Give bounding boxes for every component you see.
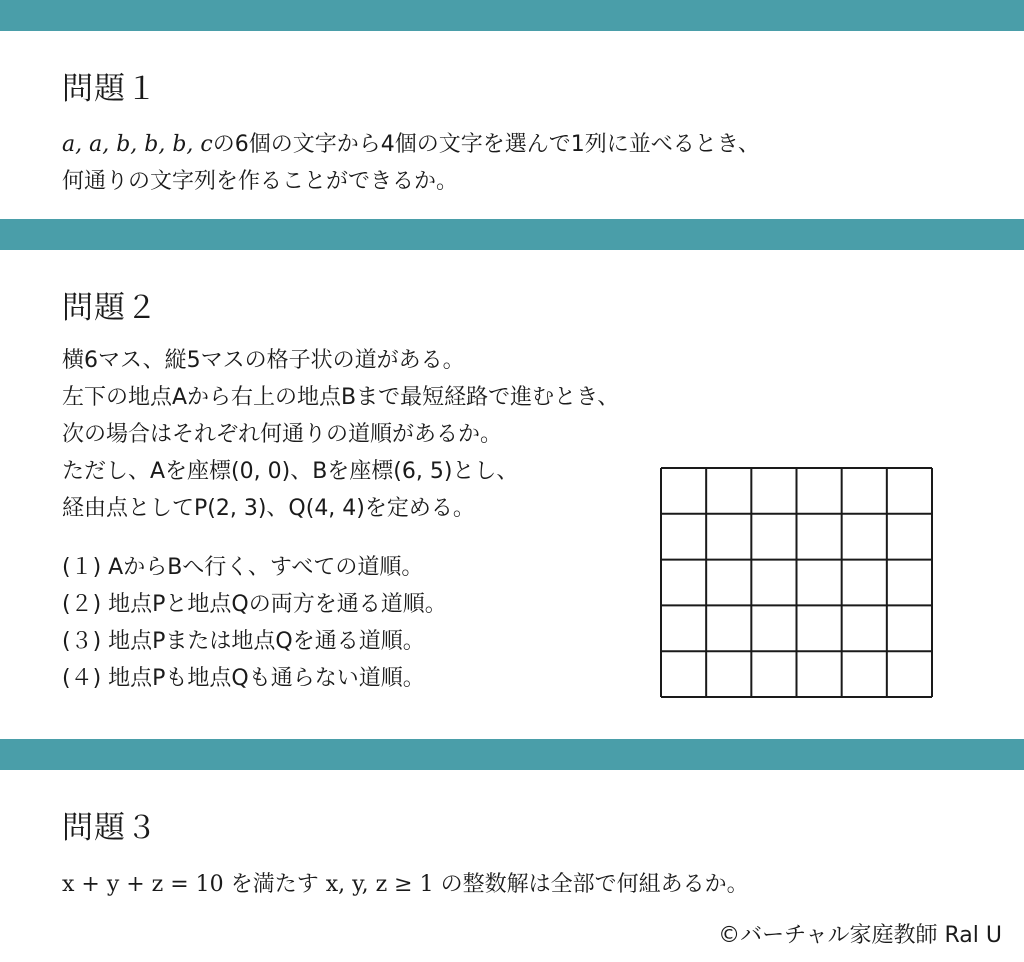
problem1-line1	[62, 126, 760, 163]
problem3-vars: x, y, z ≥ 1	[325, 872, 434, 897]
problem3-line	[62, 866, 749, 903]
problem3-title: 問題３	[62, 810, 158, 846]
problem2-item: (３) 地点Pまたは地点Qを通る道順。	[62, 629, 425, 654]
problem2-title: 問題２	[62, 290, 158, 326]
problem3-equation: x + y + z = 10	[62, 872, 224, 897]
lattice-grid-svg	[660, 467, 934, 699]
problem1-title: 問題１	[62, 71, 158, 107]
problem2-item: (２) 地点Pと地点Qの両方を通る道順。	[62, 592, 447, 617]
problem3-text1: を満たす	[230, 872, 319, 897]
problem2-line: 横6マス、縦5マスの格子状の道がある。	[62, 348, 465, 373]
problem1-line2: 何通りの文字列を作ることができるか。	[62, 169, 459, 194]
problem3-text2: の整数解は全部で何組あるか。	[440, 872, 749, 897]
header-band-2	[0, 219, 1024, 250]
lattice-grid	[660, 467, 934, 703]
header-band-1	[0, 0, 1024, 31]
spacer	[62, 527, 619, 549]
problem2-item: (１) AからBへ行く、すべての道順。	[62, 555, 424, 580]
credit-text: ©バーチャル家庭教師 Ral U	[718, 923, 1002, 948]
header-band-3	[0, 739, 1024, 770]
problem2-item: (４) 地点Pも地点Qも通らない道順。	[62, 666, 425, 691]
problem1-text	[62, 126, 760, 200]
problem2-line: ただし、Aを座標(0, 0)、Bを座標(6, 5)とし、	[62, 459, 519, 484]
problem2-text	[62, 342, 619, 697]
problem2-line: 左下の地点Aから右上の地点Bまで最短経路で進むとき、	[62, 385, 620, 410]
problem2-line: 経由点としてP(2, 3)、Q(4, 4)を定める。	[62, 496, 475, 521]
problem1-line1-text: の6個の文字から4個の文字を選んで1列に並べるとき、	[212, 132, 760, 157]
problem1-letters: a, a, b, b, b, c	[62, 132, 213, 157]
problem3-text	[62, 866, 749, 903]
problem2-line: 次の場合はそれぞれ何通りの道順があるか。	[62, 422, 503, 447]
